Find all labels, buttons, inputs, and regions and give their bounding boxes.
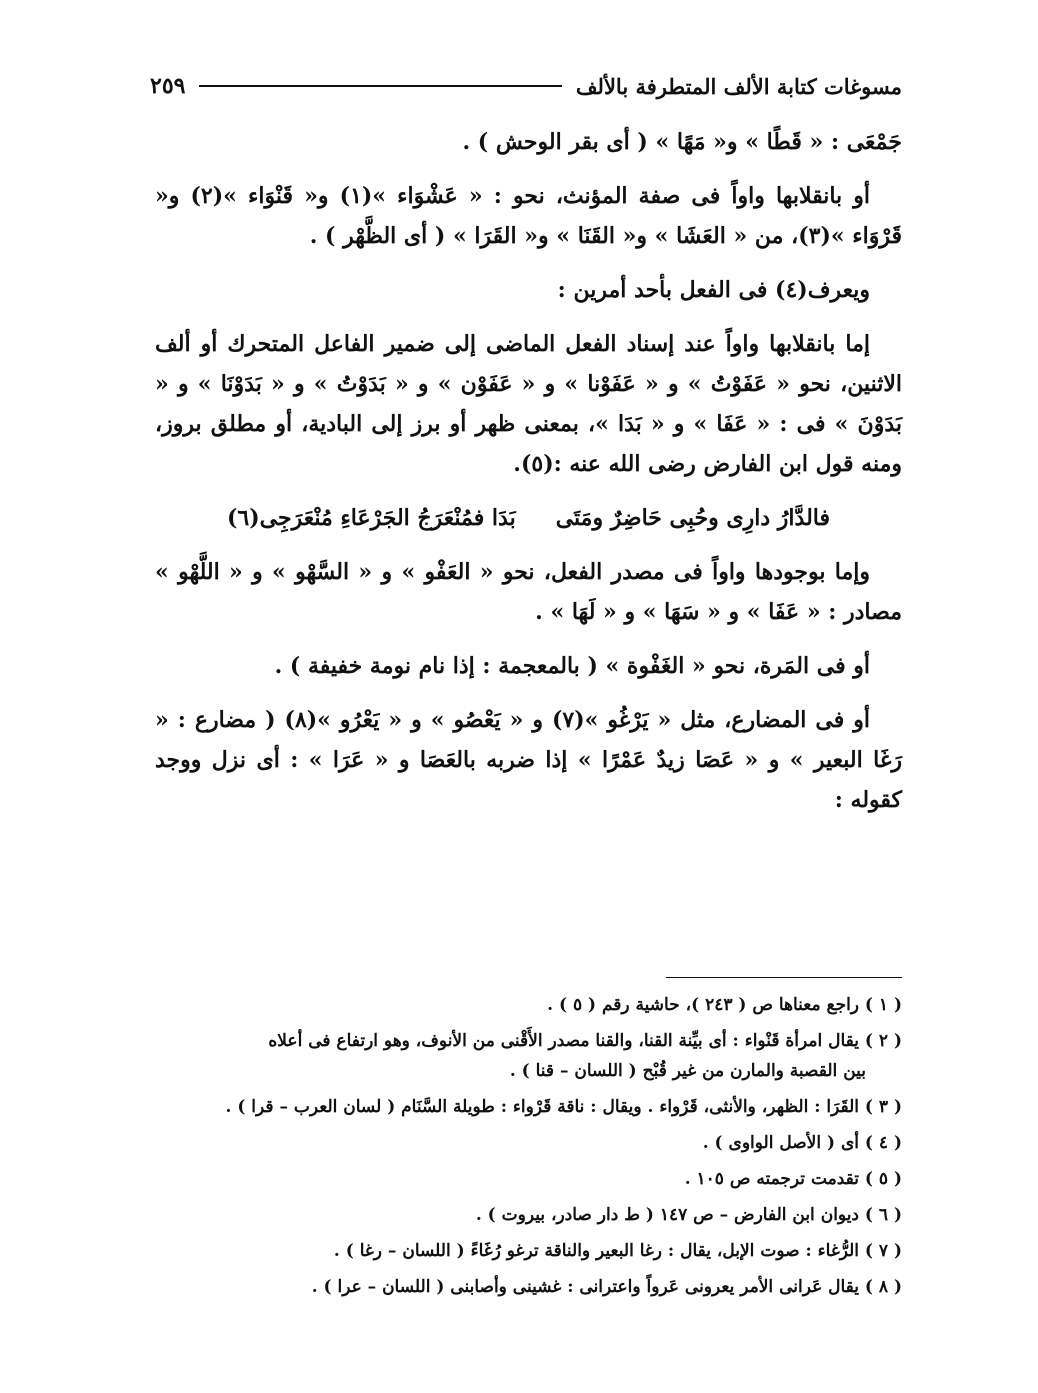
paragraph-2: أو بانقلابها واواً فى صفة المؤنث، نحو : « عَشْوَاء »(١) و« قَنْوَاء »(٢) و« قَرْوَاء »(٣)، من « العَشَا » و« القَنَا » و« القَرَا » ( أى الظَّهْر ) . bbox=[155, 183, 902, 249]
poetry-verse bbox=[155, 498, 902, 538]
verse-second-hemistich: بَدَا فمُنْعَرَجُ الجَرْعَاءِ مُنْعَرَجِى(٦) bbox=[227, 505, 516, 531]
body-text bbox=[155, 122, 902, 834]
footnote-5: ( ٥ ) تقدمت ترجمته ص ١٠٥ . bbox=[684, 1169, 902, 1189]
header-rule bbox=[199, 85, 561, 87]
paragraph-6: أو فى المَرة، نحو « الغَفْوة » ( بالمعجمة : إذا نام نومة خفيفة ) . bbox=[274, 653, 870, 679]
footnote-2 bbox=[155, 1026, 902, 1086]
paragraph-3: ويعرف(٤) فى الفعل بأحد أمرين : bbox=[557, 277, 870, 303]
footnote-2-line-2: بين القصبة والمارن من غير قُبْح ( اللسان – قنا ) . bbox=[509, 1061, 866, 1081]
footnotes bbox=[155, 990, 902, 1308]
footnote-4: ( ٤ ) أى ( الأصل الواوى ) . bbox=[702, 1133, 902, 1153]
footnote-7: ( ٧ ) الرُّغاء : صوت الإبل، يقال : رغا البعير والناقة ترغو رُغَاءً ( اللسان – رغا ) . bbox=[333, 1241, 902, 1261]
footnote-3: ( ٣ ) القَرَا : الظهر، والأنثى، قَرْواء . ويقال : ناقة قَرْواء : طويلة السَّنَام ( لسان العرب – قرا ) . bbox=[225, 1097, 902, 1117]
running-title: مسوغات كتابة الألف المتطرفة بالألف bbox=[575, 73, 902, 99]
page-number: ٢٥٩ bbox=[150, 73, 186, 99]
paragraph-1: جَمْعَى : « قَطًا » و« مَهًا » ( أى بقر الوحش ) . bbox=[462, 129, 902, 155]
footnote-rule bbox=[666, 977, 902, 978]
footnote-6: ( ٦ ) ديوان ابن الفارض – ص ١٤٧ ( ط دار صادر، بيروت ) . bbox=[475, 1205, 902, 1225]
paragraph-7: أو فى المضارع، مثل « يَرْغُو »(٧) و « يَعْصُو » و « يَعْرُو »(٨) ( مضارع : « رَغَا البعير » و « عَصَا زيدٌ عَمْرًا » إذا ضربه بالعَصَا و « عَرَا » : أى نزل ووجد كقوله : bbox=[155, 707, 902, 813]
running-header bbox=[150, 68, 902, 104]
paragraph-4: إما بانقلابها واواً عند إسناد الفعل الماضى إلى ضمير الفاعل المتحرك أو ألف الاثنين، نحو « عَفَوْتُ » و « عَفَوْنا » و « عَفَوْن » و « بَدَوْتُ » و « بَدَوْنَا » و « بَدَوْنَ » فى : « عَفَا » و « بَدَا »، بمعنى ظهر أو برز إلى البادية، أو مطلق بروز، ومنه قول ابن الفارض رضى الله عنه :(٥). bbox=[155, 331, 902, 477]
footnote-8: ( ٨ ) يقال عَرانى الأمر يعرونى عَرواً واعترانى : غشينى وأصابنى ( اللسان – عرا ) . bbox=[311, 1277, 902, 1297]
footnote-1: ( ١ ) راجع معناها ص ( ٢٤٣ )، حاشية رقم ( ٥ ) . bbox=[547, 995, 902, 1015]
paragraph-5: وإما بوجودها واواً فى مصدر الفعل، نحو « العَفْو » و « السَّهْو » و « اللَّهْو » مصادر : « عَفَا » و « سَهَا » و « لَهَا » . bbox=[155, 559, 902, 625]
footnote-2-line-1: ( ٢ ) يقال امرأة قَنْواء : أى بيِّنة القنا، والقنا مصدر الأَقْنى من الأنوف، وهو ارتفاع فى أعلاه bbox=[268, 1031, 902, 1051]
verse-first-hemistich: فالدَّارُ دارِى وحُبِى حَاضِرٌ ومَتَى bbox=[555, 505, 831, 531]
